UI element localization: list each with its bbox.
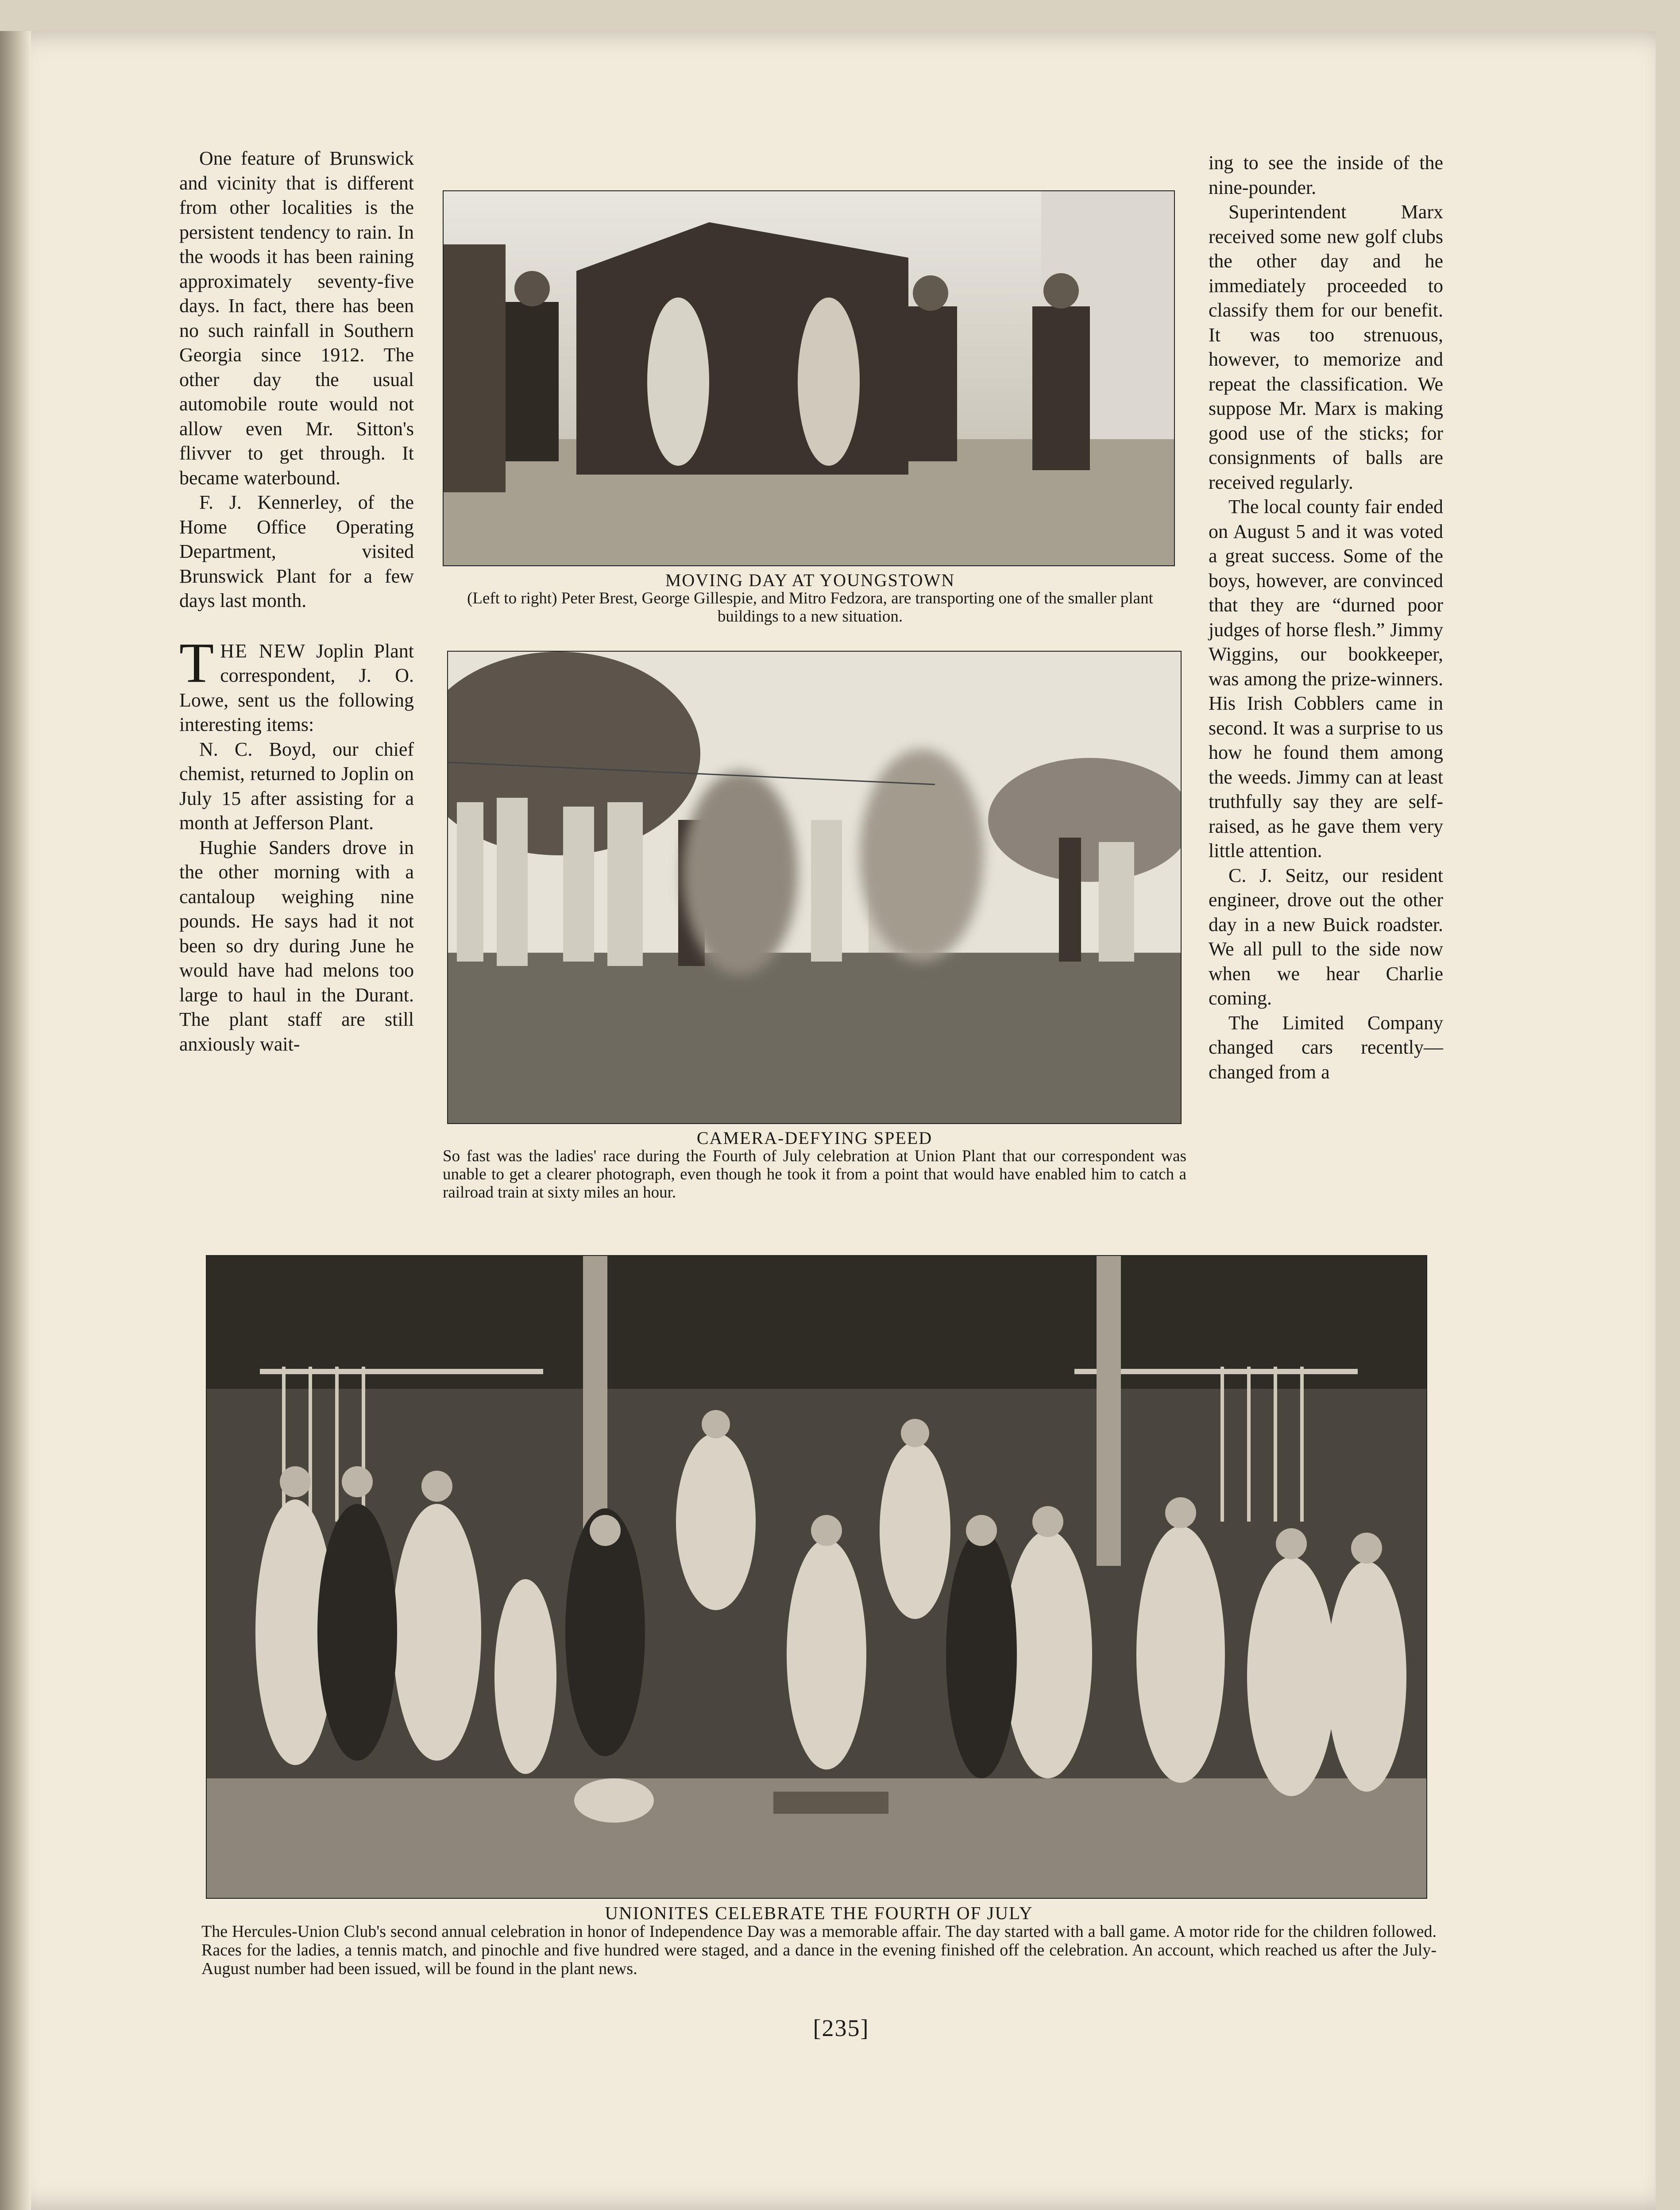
page-spine-shadow	[0, 31, 31, 2210]
photo-ladies-race-image	[448, 652, 1181, 1123]
left-text-column	[179, 146, 414, 1056]
paragraph-county-fair: The local county fair ended on August 5 and it was voted a great success. Some of the boys, however, are convinced that they are “durned poor judges of horse flesh.” Jimmy Wiggins, our bookkeeper, was among the prize-winners. His Irish Cobblers came in second. It was a surprise to us how he found them among the weeds. Jimmy can at least truthfully say they are self-raised, as he gave them very little attention.	[1209, 496, 1443, 862]
paragraph-limited-company: The Limited Company changed cars recently—changed from a	[1209, 1012, 1443, 1083]
paragraph-sanders: Hughie Sanders drove in the other morning with a cantaloup weighing nine pounds. He says had it not been so dry during June he would have had melons too large to haul in the Durant. The plant staff are still anxiously wait-	[179, 836, 414, 1055]
caption-unionites	[201, 1904, 1437, 1978]
photo-moving-day	[443, 190, 1175, 566]
caption-unionites-title: UNIONITES CELEBRATE THE FOURTH OF JULY	[605, 1903, 1033, 1923]
paragraph-joplin	[179, 631, 414, 737]
photo-unionites-group-image	[207, 1256, 1426, 1898]
caption-ladies-race-text: So fast was the ladies' race during the Fourth of July celebration at Union Plant that our correspondent was unable to get a clearer photograph, even though he took it from a point that would have enabled him to catch a railroad train at sixty miles an hour.	[443, 1147, 1186, 1202]
paragraph-nine-pounder: ing to see the inside of the nine-pounder.	[1209, 152, 1443, 198]
caption-unionites-text: The Hercules-Union Club's second annual celebration in honor of Independence Day was a memorable affair. The day started with a ball game. A motor ride for the children followed. Races for the ladies, a tennis match, and pinochle and five hundred were staged, and a dance in the evening finished off the celebration. An account, which reached us after the July-August number had been issued, will be found in the plant news.	[201, 1922, 1437, 1978]
paragraph-kennerley: F. J. Kennerley, of the Home Office Operating Department, visited Brunswick Plant for a few days last month.	[179, 491, 414, 611]
caption-ladies-race	[443, 1129, 1186, 1202]
paragraph-rain: One feature of Brunswick and vicinity that is different from other localities is the persistent tendency to rain. In the woods it has been raining approximately seventy-five days. In fact, there has been no such rainfall in Southern Georgia since 1912. The other day the usual automobile route would not allow even Mr. Sitton's flivver to get through. It became waterbound.	[179, 147, 414, 489]
caption-moving-day	[440, 571, 1180, 626]
smallcaps-lead: HE NEW	[220, 640, 306, 662]
photo-moving-day-image	[444, 191, 1174, 565]
paragraph-golf-clubs: Superintendent Marx received some new golf clubs the other day and he immediately proceeded to classify them for our benefit. It was too strenuous, however, to memorize and repeat the classification. We suppose Mr. Marx is making good use of the sticks; for consignments of balls are received regularly.	[1209, 201, 1443, 493]
drop-cap: T	[179, 631, 214, 694]
paragraph-boyd: N. C. Boyd, our chief chemist, returned to Joplin on July 15 after assisting for a month at Jefferson Plant.	[179, 738, 414, 834]
paragraph-seitz: C. J. Seitz, our resident engineer, drove out the other day in a new Buick roadster. We all pull to the side now when we hear Charlie coming.	[1209, 864, 1443, 1009]
paragraph-joplin-rest: Joplin Plant correspondent, J. O. Lowe, sent us the following interesting items:	[179, 640, 414, 735]
caption-ladies-race-title: CAMERA-DEFYING SPEED	[696, 1128, 933, 1148]
page-number: [235]	[813, 2015, 869, 2041]
right-text-column	[1209, 151, 1443, 1084]
photo-ladies-race	[447, 651, 1182, 1124]
photo-unionites-group	[206, 1255, 1427, 1899]
caption-moving-day-title: MOVING DAY AT YOUNGSTOWN	[665, 570, 955, 590]
caption-moving-day-text: (Left to right) Peter Brest, George Gillespie, and Mitro Fedzora, are transporting one of the smaller plant buildings to a new situation.	[467, 589, 1153, 626]
